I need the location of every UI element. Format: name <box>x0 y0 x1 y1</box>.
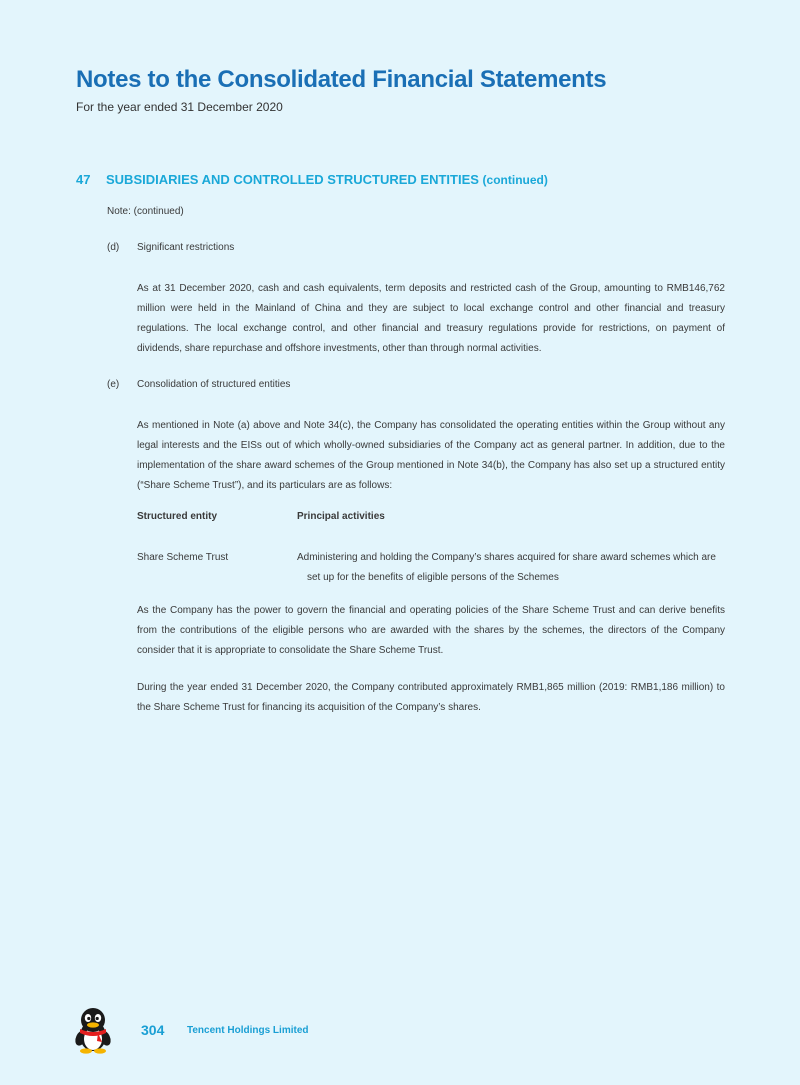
table-cell-activities: Administering and holding the Company’s shares acquired for share award schemes which are set up for the benefits of eligible persons of the Schemes <box>297 552 716 583</box>
section-heading <box>76 172 548 187</box>
section-number: 47 <box>76 172 91 187</box>
qq-penguin-icon <box>72 1006 114 1059</box>
note-label: Note: (continued) <box>107 206 184 217</box>
item-e-paragraph-2: As the Company has the power to govern the financial and operating policies of the Share Scheme Trust and can derive benefits from the contributions of the eligible persons who are awarded with the shares by the schemes, the directors of the Company consider that it is appropriate to consolidate the Share Scheme Trust. <box>137 605 725 656</box>
page-number: 304 <box>141 1022 165 1038</box>
page-subtitle: For the year ended 31 December 2020 <box>76 100 283 114</box>
section-title: SUBSIDIARIES AND CONTROLLED STRUCTURED ENTITIES <box>106 172 479 187</box>
item-e-paragraph: As mentioned in Note (a) above and Note 34(c), the Company has consolidated the operating entities within the Group without any legal interests and the EISs out of which wholly-owned subsidiaries of the Company act as general partner. In addition, due to the implementation of the share award schemes of the Group mentioned in Note 34(b), the Company has also set up a structured entity (“Share Scheme Trust”), and its particulars are as follows: <box>137 420 725 491</box>
company-name: Tencent Holdings Limited <box>187 1025 309 1036</box>
item-d-paragraph: As at 31 December 2020, cash and cash equivalents, term deposits and restricted cash of the Group, amounting to RMB146,762 million were held in the Mainland of China and they are subject to local exchange control and other financial and treasury regulations. The local exchange control, and other financial and treasury regulations provide for restrictions, on payment of dividends, share repurchase and offshore investments, other than through normal activities. <box>137 283 725 354</box>
item-d-label <box>107 238 234 258</box>
section-continued: (continued) <box>482 173 548 187</box>
item-e-label <box>107 375 290 395</box>
item-e-paragraph-3: During the year ended 31 December 2020, the Company contributed approximately RMB1,865 million (2019: RMB1,186 million) to the Share Scheme Trust for financing its acquisition of the Company’s shares. <box>137 682 725 713</box>
item-e-title: Consolidation of structured entities <box>137 379 291 390</box>
item-d-title: Significant restrictions <box>137 242 235 253</box>
table-header-entity: Structured entity <box>137 511 218 522</box>
item-e-marker: (e) <box>107 379 120 390</box>
table-cell-entity: Share Scheme Trust <box>137 552 229 563</box>
table-header-activities: Principal activities <box>297 511 385 522</box>
page-title: Notes to the Consolidated Financial Statements <box>76 66 607 93</box>
item-d-marker: (d) <box>107 242 120 253</box>
